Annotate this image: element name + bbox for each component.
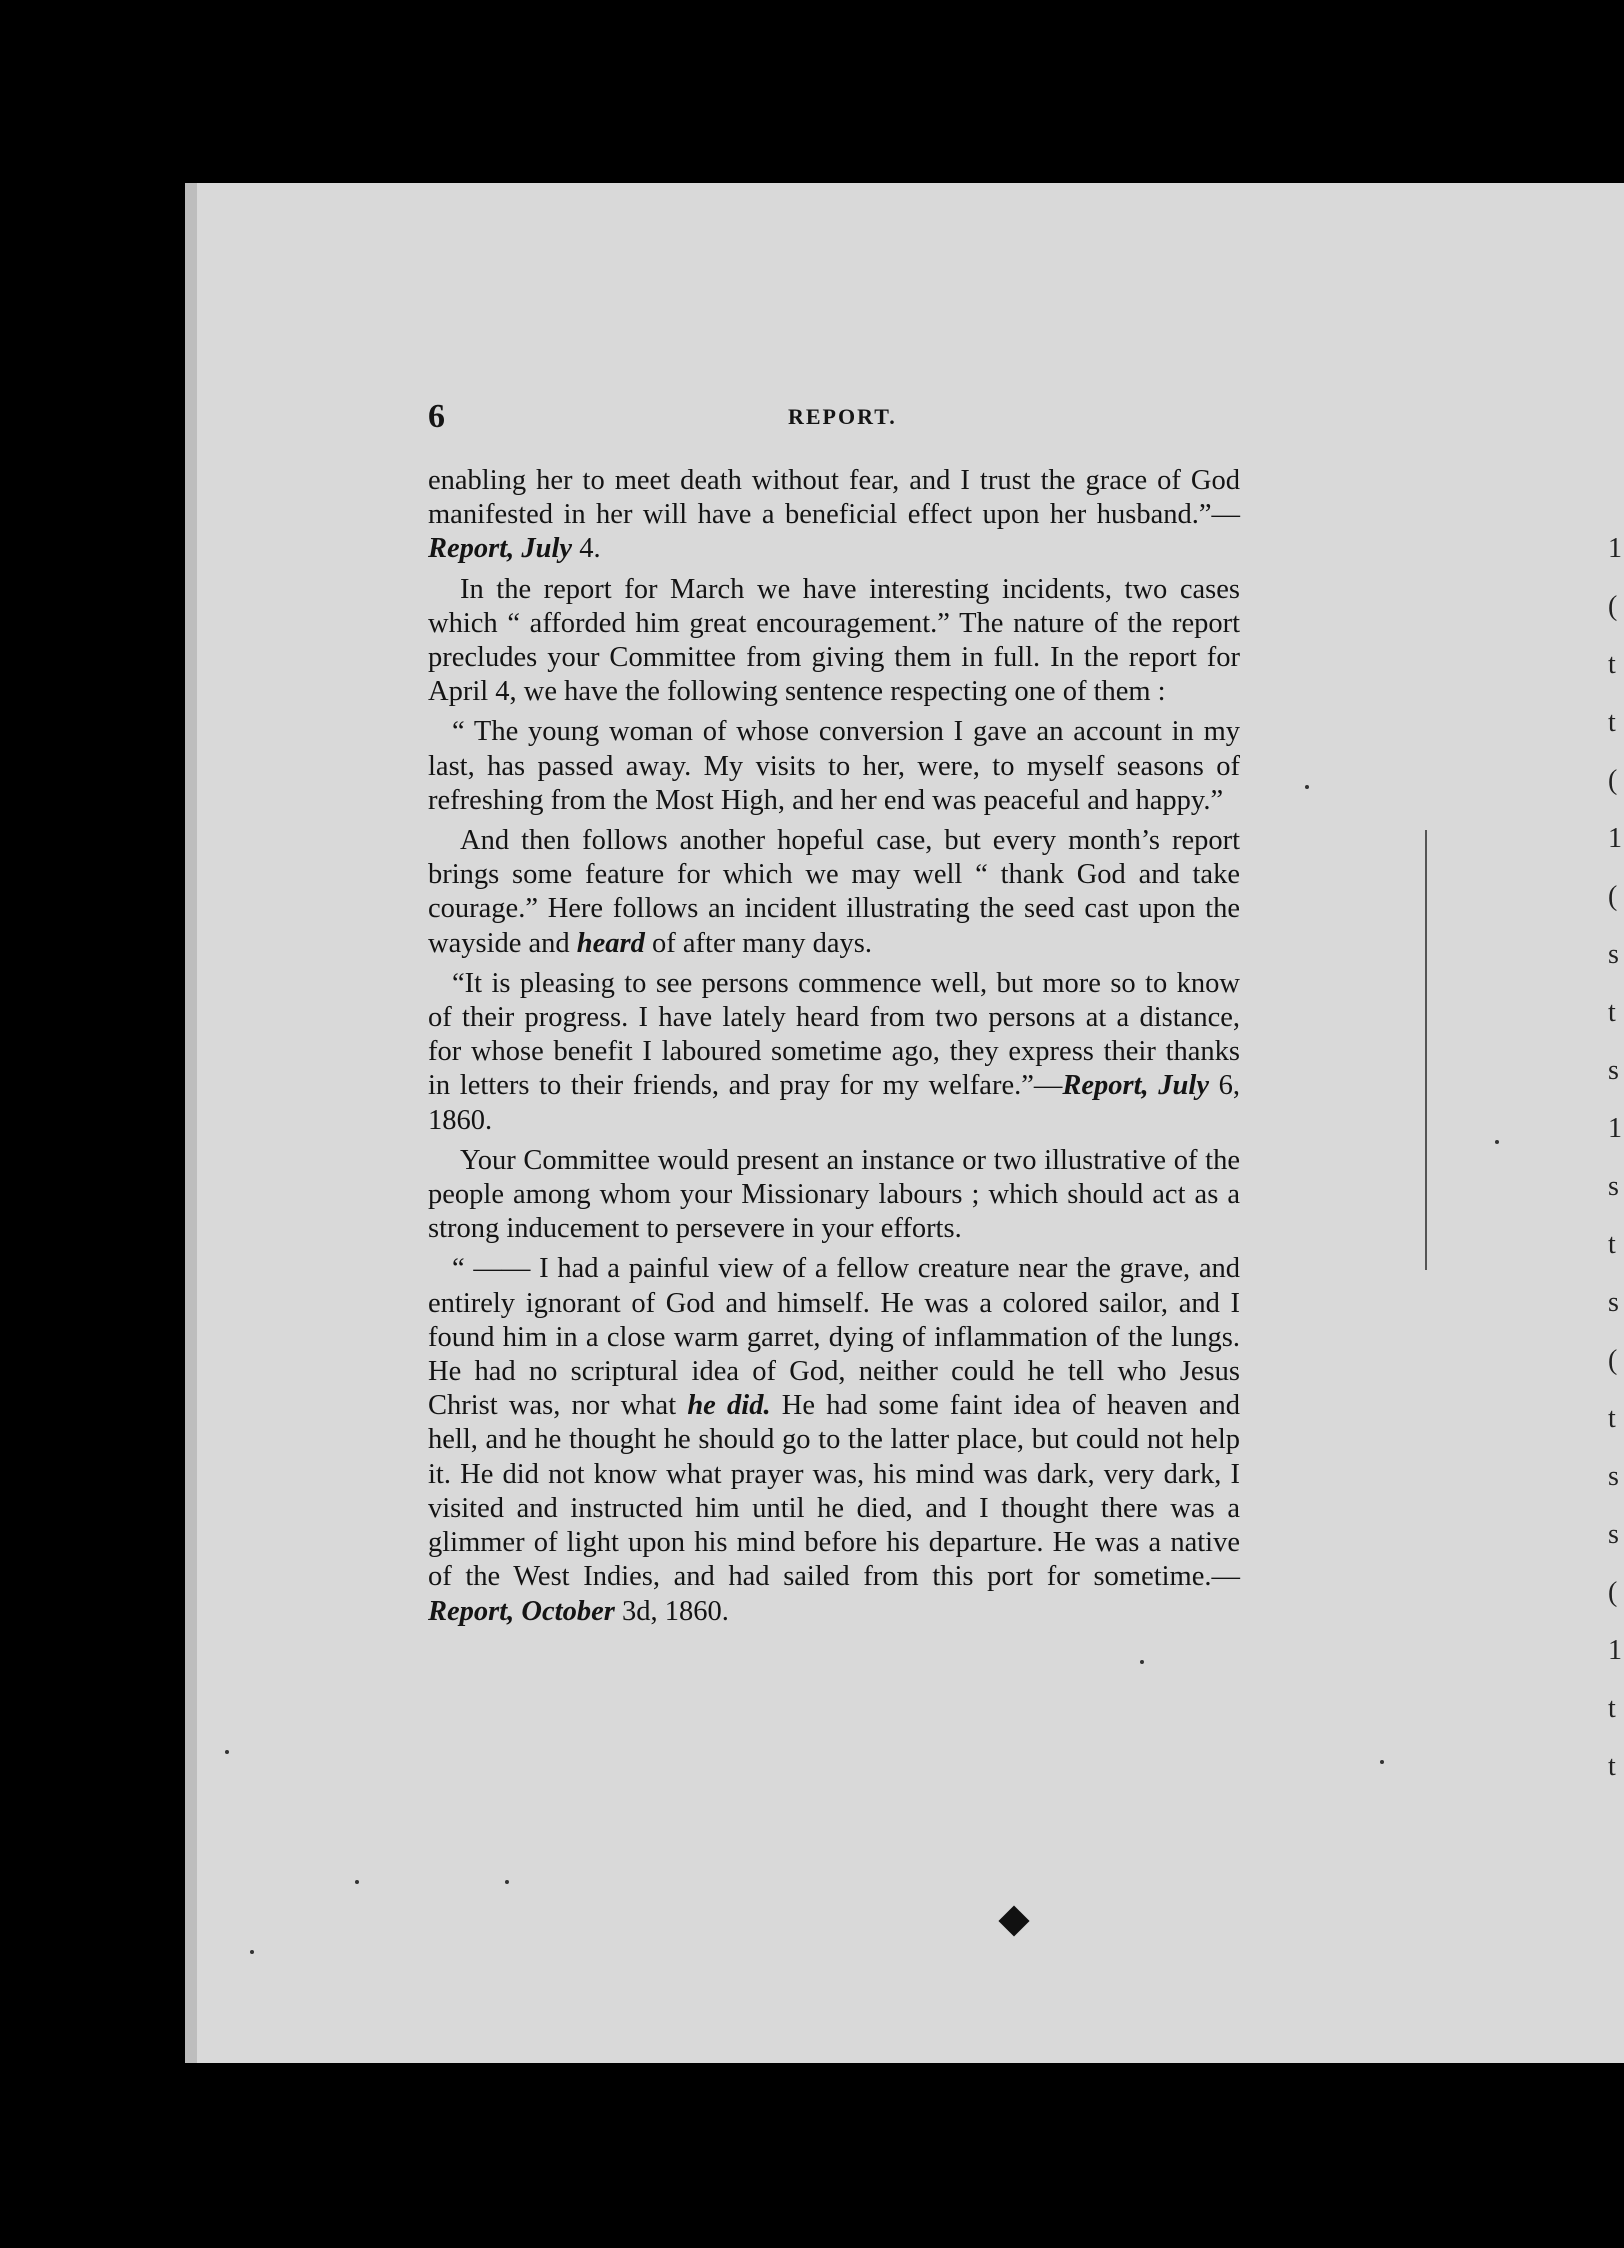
text-run: “ —— I had a painful view of a fellow creature near the grave, and entirely ignorant of God and himself. He was a colored sailor, and I found him in a close warm garret, dying of inflammation of the lungs. He had no scriptural idea of God, neither could he tell who Jesus Christ was, nor what (428, 1253, 1240, 1422)
paragraph (428, 824, 1240, 961)
paragraph (428, 967, 1240, 1138)
margin-fragment: t (1608, 649, 1616, 680)
margin-fragment: ( (1608, 881, 1618, 912)
text-run: “It is pleasing to see persons commence well, but more so to know of their progress. I have lately heard from two persons at a distance, for whose benefit I laboured sometime ago, they express their thanks in letters to their friends, and pray for my welfare.”— (428, 967, 1240, 1102)
margin-fragment: 1 (1608, 533, 1622, 564)
italic-text: Report, July (1062, 1070, 1209, 1102)
page-number: 6 (428, 398, 445, 435)
paragraph (428, 573, 1240, 710)
text-run: of after many days. (644, 927, 873, 959)
text-run: enabling her to meet death without fear, and I trust the grace of God manifested in her will have a beneficial effect upon her husband.”— (428, 465, 1240, 531)
text-run: And then follows another hopeful case, but every month’s report brings some feature for which we may well “ thank God and take courage.” Here follows an incident illustrating the seed cast upon the wayside and (428, 825, 1240, 959)
paragraph (428, 464, 1240, 567)
margin-fragment: ( (1608, 591, 1618, 622)
margin-fragment: s (1608, 1055, 1619, 1086)
margin-fragment: t (1608, 1403, 1616, 1434)
text-run: 4. (572, 533, 601, 565)
italic-text: heard (576, 927, 645, 959)
paragraph (428, 715, 1240, 818)
margin-fragment: 1 (1608, 823, 1622, 854)
margin-fragment: s (1608, 1461, 1619, 1492)
page-header (428, 398, 1240, 438)
paragraph (428, 1252, 1240, 1628)
running-head: REPORT. (788, 404, 897, 429)
margin-fragment: s (1608, 1287, 1619, 1318)
margin-fragment: s (1608, 1171, 1619, 1202)
margin-fragment: ( (1608, 765, 1618, 796)
margin-fragment: 1 (1608, 1113, 1622, 1144)
page-edge-shadow (185, 183, 197, 2063)
text-run: He had some faint idea of heaven and hell, and he thought he should go to the latter place, but could not help it. He did not know what prayer was, his mind was dark, very dark, I visited and instructed him until he died, and I thought there was a glimmer of light upon his mind before his departure. He was a native of the West Indies, and had sailed from this port for sometime.— (428, 1390, 1241, 1593)
margin-fragment: t (1608, 1229, 1616, 1260)
margin-fragment: ( (1608, 1577, 1618, 1608)
margin-fragment: s (1608, 939, 1619, 970)
body-text (428, 464, 1240, 1635)
text-run: In the report for March we have interesting incidents, two cases which “ afforded him great encouragement.” The nature of the report precludes your Committee from giving them in full. In the report for April 4, we have the following sentence respecting one of them : (428, 573, 1240, 708)
text-run: Your Committee would present an instance or two illustrative of the people among whom your Missionary labours ; which should act as a strong inducement to persevere in your efforts. (428, 1144, 1240, 1245)
margin-fragment: ( (1608, 1345, 1618, 1376)
margin-fragment: t (1608, 1751, 1616, 1782)
margin-fragment: t (1608, 1693, 1616, 1724)
paragraph (428, 1144, 1240, 1247)
margin-fragment: t (1608, 707, 1616, 738)
margin-fragment: 1 (1608, 1635, 1622, 1666)
next-page-margin-text (1608, 520, 1624, 1796)
margin-fragment: s (1608, 1519, 1619, 1550)
text-run: 6, 1860. (428, 1070, 1240, 1136)
margin-fragment: t (1608, 997, 1616, 1028)
page-fold-mark (1425, 830, 1431, 1270)
italic-text: he did. (687, 1390, 771, 1422)
italic-text: Report, July (428, 533, 573, 565)
text-run: 3d, 1860. (614, 1595, 729, 1627)
text-run: “ The young woman of whose conversion I gave an account in my last, has passed away. My visits to her, were, to myself seasons of refreshing from the Most High, and her end was peaceful and happy.” (428, 716, 1240, 816)
italic-text: Report, October (428, 1595, 615, 1627)
